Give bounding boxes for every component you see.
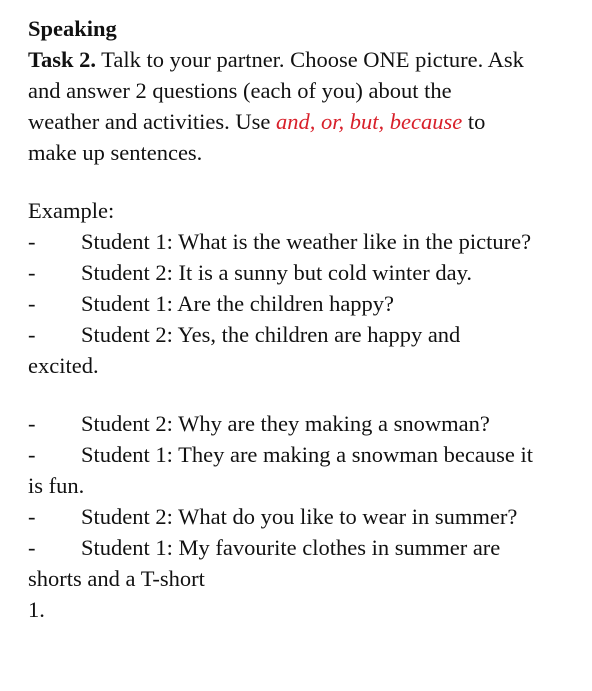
list-item-text: Student 2: Why are they making a snowman?	[81, 411, 490, 436]
task-line-3	[28, 106, 592, 137]
list-item	[28, 501, 592, 532]
list-item-text: Student 1: My favourite clothes in summer are	[81, 535, 501, 560]
list-dash: -	[28, 229, 36, 254]
list-dash: -	[28, 322, 36, 347]
example-label: Example:	[28, 198, 115, 223]
list-item-continuation: excited.	[28, 353, 99, 378]
conjunctions-highlight: and, or, but, because	[276, 109, 463, 134]
task-line-1	[28, 44, 592, 75]
task-text-3b: to	[462, 109, 486, 134]
list-item	[28, 288, 592, 319]
list-dash: -	[28, 535, 36, 560]
list-item-continuation: shorts and a T-short	[28, 566, 205, 591]
list-item	[28, 257, 592, 288]
list-item-text: Student 2: It is a sunny but cold winter day.	[81, 260, 472, 285]
task-text-1: Talk to your partner. Choose ONE picture. Ask	[95, 47, 524, 72]
numbered-item: 1.	[28, 597, 45, 622]
list-item	[28, 439, 592, 470]
list-item-text: Student 2: Yes, the children are happy and	[81, 322, 461, 347]
task-label: Task 2.	[28, 47, 96, 72]
task-line-2: and answer 2 questions (each of you) about the	[28, 78, 452, 103]
list-item-text: Student 1: What is the weather like in the picture?	[81, 229, 532, 254]
list-dash: -	[28, 504, 36, 529]
list-dash: -	[28, 291, 36, 316]
list-item	[28, 319, 592, 350]
document-page	[28, 13, 592, 625]
list-dash: -	[28, 411, 36, 436]
list-item-continuation: is fun.	[28, 473, 85, 498]
list-item	[28, 226, 592, 257]
list-item-text: Student 2: What do you like to wear in summer?	[81, 504, 518, 529]
list-item	[28, 408, 592, 439]
list-dash: -	[28, 442, 36, 467]
task-line-4: make up sentences.	[28, 140, 203, 165]
list-item-text: Student 1: Are the children happy?	[81, 291, 395, 316]
list-item	[28, 532, 592, 563]
list-dash: -	[28, 260, 36, 285]
list-item-text: Student 1: They are making a snowman because it	[81, 442, 533, 467]
task-text-3a: weather and activities. Use	[28, 109, 277, 134]
section-heading: Speaking	[28, 16, 117, 41]
